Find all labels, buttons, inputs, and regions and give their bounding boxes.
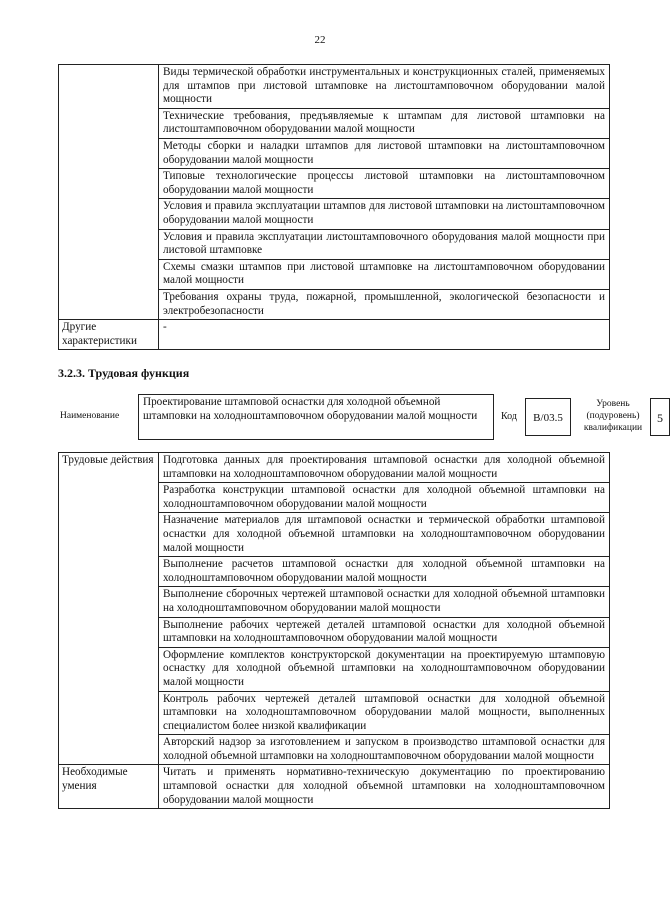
table-row [59,320,610,350]
function-header [58,394,663,442]
table-cell: Назначение материалов для штамповой оснастки и термической обработки штамповой оснастки для холодной объемной штамповки на холодноштамповочном оборудовании малой мощности [159,513,610,557]
table-cell: Контроль рабочих чертежей деталей штамповой оснастки для холодной объемной штамповки на холодноштамповочном оборудовании малой мощности, выполненных специалистом более низкой квалификации [159,691,610,735]
labor-actions-label: Трудовые действия [59,453,159,765]
skills-label: Необходимые умения [59,765,159,809]
table-cell: Схемы смазки штампов при листовой штамповке на листоштамповочном оборудовании малой мощности [159,259,610,289]
table-cell: Оформление комплектов конструкторской документации на проектируемую штамповую оснастку для холодной объемной штамповки на холодноштамповочном оборудовании малой мощности [159,647,610,691]
table-cell: Условия и правила эксплуатации листоштамповочного оборудования малой мощности при листовой штамповке [159,229,610,259]
table-cell: Виды термической обработки инструментальных и конструкционных сталей, применяемых для штампов при листовой штамповке на листоштамповочном оборудовании малой мощности [159,65,610,109]
table-row [59,765,610,809]
table-cell: Читать и применять нормативно-техническую документацию по проектированию штамповой оснастки для холодной объемной штамповки на холодноштамповочном оборудовании малой мощности [159,765,610,809]
table-cell: Методы сборки и наладки штампов для листовой штамповки на листоштамповочном оборудовании малой мощности [159,138,610,168]
table-cell: Типовые технологические процессы листовой штамповки на листоштамповочном оборудовании малой мощности [159,169,610,199]
page-number: 22 [314,34,326,46]
other-characteristics-label: Другие характеристики [59,320,159,350]
function-name-label: Наименование [60,411,120,421]
table-cell: Подготовка данных для проектирования штамповой оснастки для холодной объемной штамповки на холодноштамповочном оборудовании малой мощности [159,453,610,483]
other-characteristics-value: - [159,320,610,350]
table-cell: Разработка конструкции штамповой оснастки для холодной объемной штамповки на холодноштамповочном оборудовании малой мощности [159,483,610,513]
table-row [59,65,610,109]
function-level: 5 [650,398,670,436]
table-row [59,453,610,483]
table-cell: Выполнение расчетов штамповой оснастки для холодной объемной штамповки на холодноштамповочном оборудовании малой мощности [159,557,610,587]
function-table [58,452,610,809]
table-cell: Технические требования, предъявляемые к штампам для листовой штамповки на листоштамповочном оборудовании малой мощности [159,108,610,138]
knowledge-label-cell [59,65,159,320]
table-cell: Выполнение сборочных чертежей штамповой оснастки для холодной объемной штамповки на холодноштамповочном оборудовании малой мощности [159,587,610,617]
function-name: Проектирование штамповой оснастки для холодной объемной штамповки на холодноштамповочном оборудовании малой мощности [138,394,494,440]
function-level-label: Уровень (подуровень) квалификации [583,399,643,433]
function-code: B/03.5 [525,398,571,436]
section-heading: 3.2.3. Трудовая функция [58,366,190,380]
function-code-label: Код [501,411,517,422]
knowledge-table [58,64,610,350]
table-cell: Условия и правила эксплуатации штампов для листовой штамповки на листоштамповочном оборудовании малой мощности [159,199,610,229]
table-cell: Выполнение рабочих чертежей деталей штамповой оснастки для холодной объемной штамповки на холодноштамповочном оборудовании малой мощности [159,617,610,647]
table-cell: Авторский надзор за изготовлением и запуском в производство штамповой оснастки для холодной объемной штамповки на холодноштамповочном оборудовании малой мощности [159,735,610,765]
table-cell: Требования охраны труда, пожарной, промышленной, экологической безопасности и электробезопасности [159,289,610,319]
